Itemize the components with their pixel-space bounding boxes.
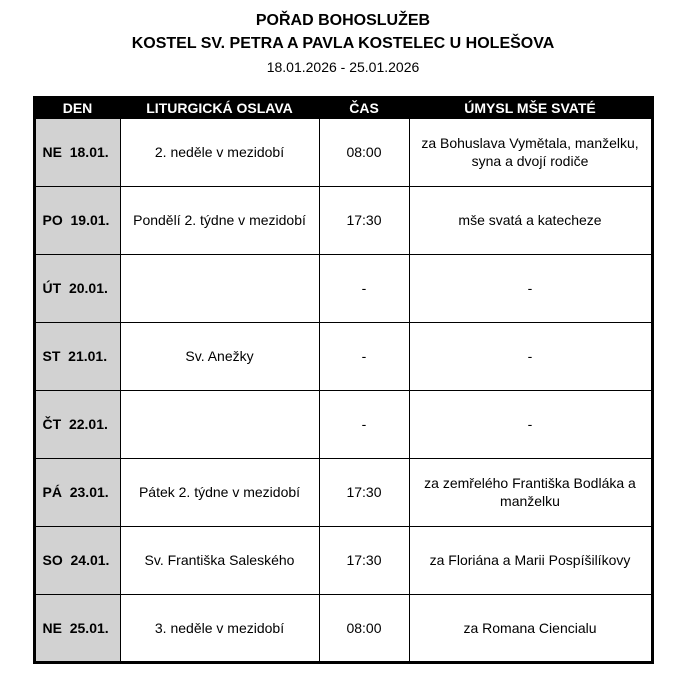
celebration-cell: 2. neděle v mezidobí <box>120 118 319 186</box>
day-cell: NE 25.01. <box>34 594 120 662</box>
column-header-liturgicka-oslava: LITURGICKÁ OSLAVA <box>120 97 319 118</box>
page-subtitle: KOSTEL SV. PETRA A PAVLA KOSTELEC U HOLEŠOVA <box>131 35 555 52</box>
day-cell: SO 24.01. <box>34 526 120 594</box>
day-cell: PO 19.01. <box>34 186 120 254</box>
celebration-cell <box>120 390 319 458</box>
intention-cell: - <box>409 390 652 458</box>
day-cell: ST 21.01. <box>34 322 120 390</box>
intention-cell: za Floriána a Marii Pospíšilíkovy <box>409 526 652 594</box>
table-row <box>34 118 652 186</box>
day-cell: PÁ 23.01. <box>34 458 120 526</box>
table-row <box>34 322 652 390</box>
intention-cell: za zemřelého Františka Bodláka a manželku <box>409 458 652 526</box>
schedule-table <box>33 96 654 664</box>
time-cell: 17:30 <box>319 186 409 254</box>
time-cell: 17:30 <box>319 458 409 526</box>
intention-cell: za Romana Ciencialu <box>409 594 652 662</box>
day-cell: NE 18.01. <box>34 118 120 186</box>
column-header-cas: ČAS <box>319 97 409 118</box>
day-cell: ČT 22.01. <box>34 390 120 458</box>
time-cell: 08:00 <box>319 118 409 186</box>
time-cell: - <box>319 390 409 458</box>
celebration-cell: 3. neděle v mezidobí <box>120 594 319 662</box>
table-header-row <box>34 97 652 118</box>
celebration-cell: Sv. Anežky <box>120 322 319 390</box>
table-row <box>34 390 652 458</box>
table-row <box>34 526 652 594</box>
time-cell: - <box>319 254 409 322</box>
table-row <box>34 594 652 662</box>
intention-cell: - <box>409 254 652 322</box>
intention-cell: za Bohuslava Vymětala, manželku, syna a dvojí rodiče <box>409 118 652 186</box>
celebration-cell: Sv. Františka Saleského <box>120 526 319 594</box>
day-cell: ÚT 20.01. <box>34 254 120 322</box>
column-header-den: DEN <box>34 97 120 118</box>
table-row <box>34 186 652 254</box>
table-row <box>34 254 652 322</box>
celebration-cell <box>120 254 319 322</box>
intention-cell: - <box>409 322 652 390</box>
time-cell: 17:30 <box>319 526 409 594</box>
table-row <box>34 458 652 526</box>
celebration-cell: Pondělí 2. týdne v mezidobí <box>120 186 319 254</box>
page-title: POŘAD BOHOSLUŽEB <box>255 12 431 29</box>
document-header <box>0 0 686 76</box>
celebration-cell: Pátek 2. týdne v mezidobí <box>120 458 319 526</box>
time-cell: - <box>319 322 409 390</box>
column-header-umysl: ÚMYSL MŠE SVATÉ <box>409 97 652 118</box>
date-range: 18.01.2026 - 25.01.2026 <box>266 59 420 75</box>
intention-cell: mše svatá a katecheze <box>409 186 652 254</box>
time-cell: 08:00 <box>319 594 409 662</box>
